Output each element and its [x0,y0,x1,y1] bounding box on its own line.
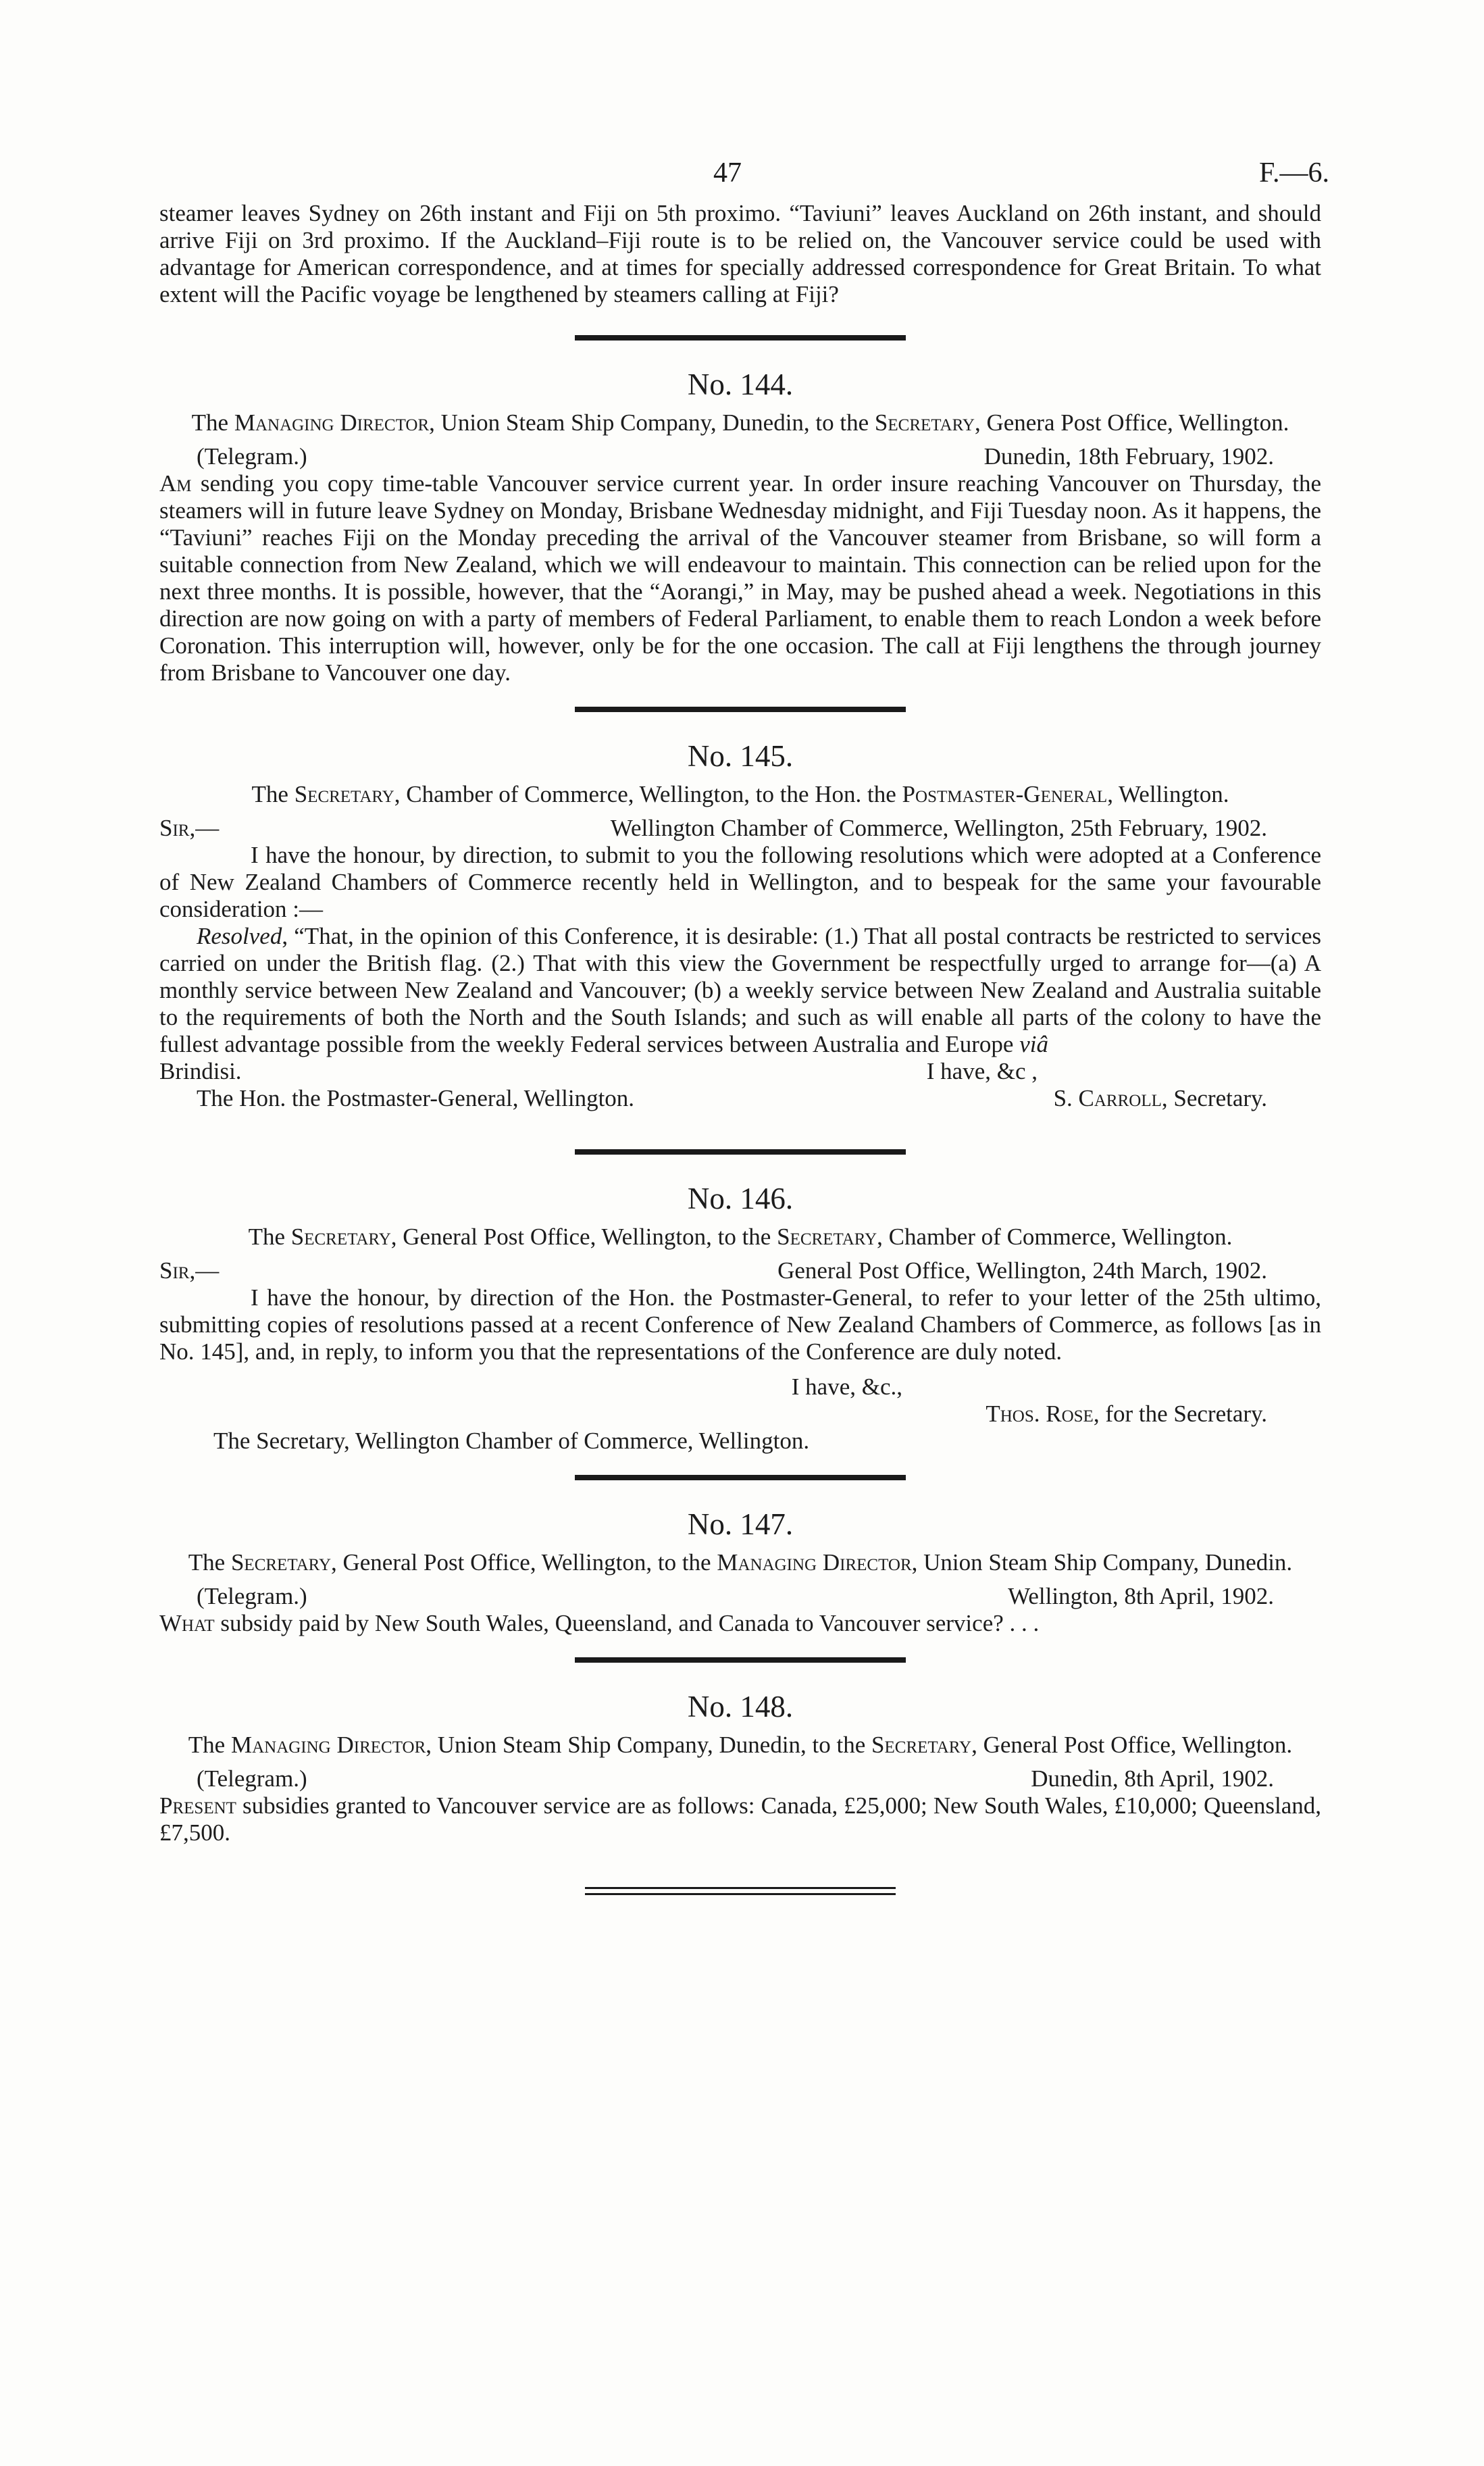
letter-body-147: What subsidy paid by New South Wales, Queensland, and Canada to Vancouver service? . . . [159,1610,1040,1636]
section-divider [575,1149,906,1155]
letter-body-145: I have the honour, by direction, to submit to you the following resolutions which were adopted at a Conference of New Zealand Chambers of Commerce recently held in Wellington, and to bespeak for the same your favourable consideration :— [159,842,1321,922]
letter-title-148: No. 148. [687,1690,794,1723]
letter-body-146: I have the honour, by direction of the Hon. the Postmaster-General, to refer to your letter of the 25th ultimo, submitting copies of resolutions passed at a recent Conference of New Zealand Chambers of Commerce, as follows [as in No. 145], and, in reply, to inform you that the representations of the Conference are duly noted. [159,1284,1321,1365]
letter-address-145: The Secretary, Chamber of Commerce, Wellington, to the Hon. the Postmaster-General, Wellington. [251,781,1229,807]
section-divider [575,707,906,712]
letter-title-147: No. 147. [687,1507,794,1541]
letter-address-144: The Managing Director, Union Steam Ship Company, Dunedin, to the Secretary, Genera Post Office, Wellington. [191,409,1289,436]
telegram-line-147 [159,1583,1321,1610]
telegram-label: (Telegram.) [197,443,307,470]
section-divider [575,335,906,341]
telegram-label: (Telegram.) [197,1765,307,1792]
letter-date: Wellington Chamber of Commerce, Wellington, 25th February, 1902. [610,815,1267,841]
letter-body-148: Present subsidies granted to Vancouver service are as follows: Canada, £25,000; New South Wales, £10,000; Queensland, £7,500. [159,1792,1321,1846]
letter-address-147: The Secretary, General Post Office, Wellington, to the Managing Director, Union Steam Ship Company, Dunedin. [188,1549,1293,1576]
salutation: Sir,— [159,815,220,841]
section-divider [575,1657,906,1663]
letter-address-148: The Managing Director, Union Steam Ship Company, Dunedin, to the Secretary, General Post Office, Wellington. [188,1732,1293,1758]
letter-date: Wellington, 8th April, 1902. [1008,1583,1274,1609]
end-double-rule [585,1887,896,1895]
letter-title-144: No. 144. [687,368,794,401]
letter-title-146: No. 146. [687,1182,794,1215]
closing-line: I have, &c , [926,1058,1038,1084]
page-number: 47 [713,157,742,188]
signature: Thos. Rose, for the Secretary. [986,1401,1267,1427]
signature-line-145 [159,1085,1321,1112]
document-reference: F.—6. [1259,157,1329,188]
closing-line: I have, &c., [791,1374,902,1400]
telegram-line-148 [159,1765,1321,1792]
letter-date: General Post Office, Wellington, 24th March, 1902. [777,1257,1267,1284]
letter-address-146: The Secretary, General Post Office, Wellington, to the Secretary, Chamber of Commerce, Wellington. [248,1224,1233,1250]
telegram-label: (Telegram.) [197,1583,307,1609]
salutation-line-145 [159,815,1321,842]
signature: S. Carroll, Secretary. [1053,1085,1267,1111]
addressee: The Secretary, Wellington Chamber of Commerce, Wellington. [213,1428,810,1454]
addressee: The Hon. the Postmaster-General, Wellington. [197,1085,635,1111]
letter-title-145: No. 145. [687,739,794,773]
salutation: Sir,— [159,1257,220,1284]
opening-paragraph: steamer leaves Sydney on 26th instant and Fiji on 5th proximo. “Taviuni” leaves Auckland on 26th instant, and should arrive Fiji on 3rd proximo. If the Auckland–Fiji route is to be relied on, the Vancouver service could be used with advantage for American correspondence, and at times for specially addressed correspondence for Great Britain. To what extent will the Pacific voyage be lengthened by steamers calling at Fiji? [159,200,1321,307]
brindisi-line: Brindisi. I have, &c , [159,1058,1321,1085]
resolution-text: Resolved, “That, in the opinion of this Conference, it is desirable: (1.) That all postal contracts be restricted to services carried on under the British flag. (2.) That with this view the Government be respectfully urged to arrange for—(a) A monthly service between New Zealand and Vancouver; (b) a weekly service between New Zealand and Australia suitable to the requirements of both the North and the South Islands; and such as will enable all parts of the colony to have the fullest advantage possible from the weekly Federal services between Australia and Europe viâ [159,923,1321,1057]
letter-body-144: Am sending you copy time-table Vancouver service current year. In order insure reaching Vancouver on Thursday, the steamers will in future leave Sydney on Monday, Brisbane Wednesday midnight, and Fiji Tuesday noon. As it happens, the “Taviuni” reaches Fiji on the Monday preceding the arrival of the Vancouver steamer from Brisbane, so will form a suitable connection from New Zealand, which we will endeavour to maintain. This connection can be relied upon for the next three months. It is possible, however, that the “Aorangi,” in May, may be pushed ahead a week. Negotiations in this direction are now going on with a party of members of Federal Parliament, to enable them to reach London a week before Coronation. This interruption will, however, only be for the one occasion. The call at Fiji lengthens the through journey from Brisbane to Vancouver one day. [159,470,1321,686]
document-page [159,157,1329,1895]
section-divider [575,1475,906,1480]
page-header [159,157,1329,200]
letter-date: Dunedin, 18th February, 1902. [983,443,1274,470]
letter-date: Dunedin, 8th April, 1902. [1031,1765,1274,1792]
salutation-line-146 [159,1257,1321,1284]
telegram-line-144 [159,443,1321,470]
